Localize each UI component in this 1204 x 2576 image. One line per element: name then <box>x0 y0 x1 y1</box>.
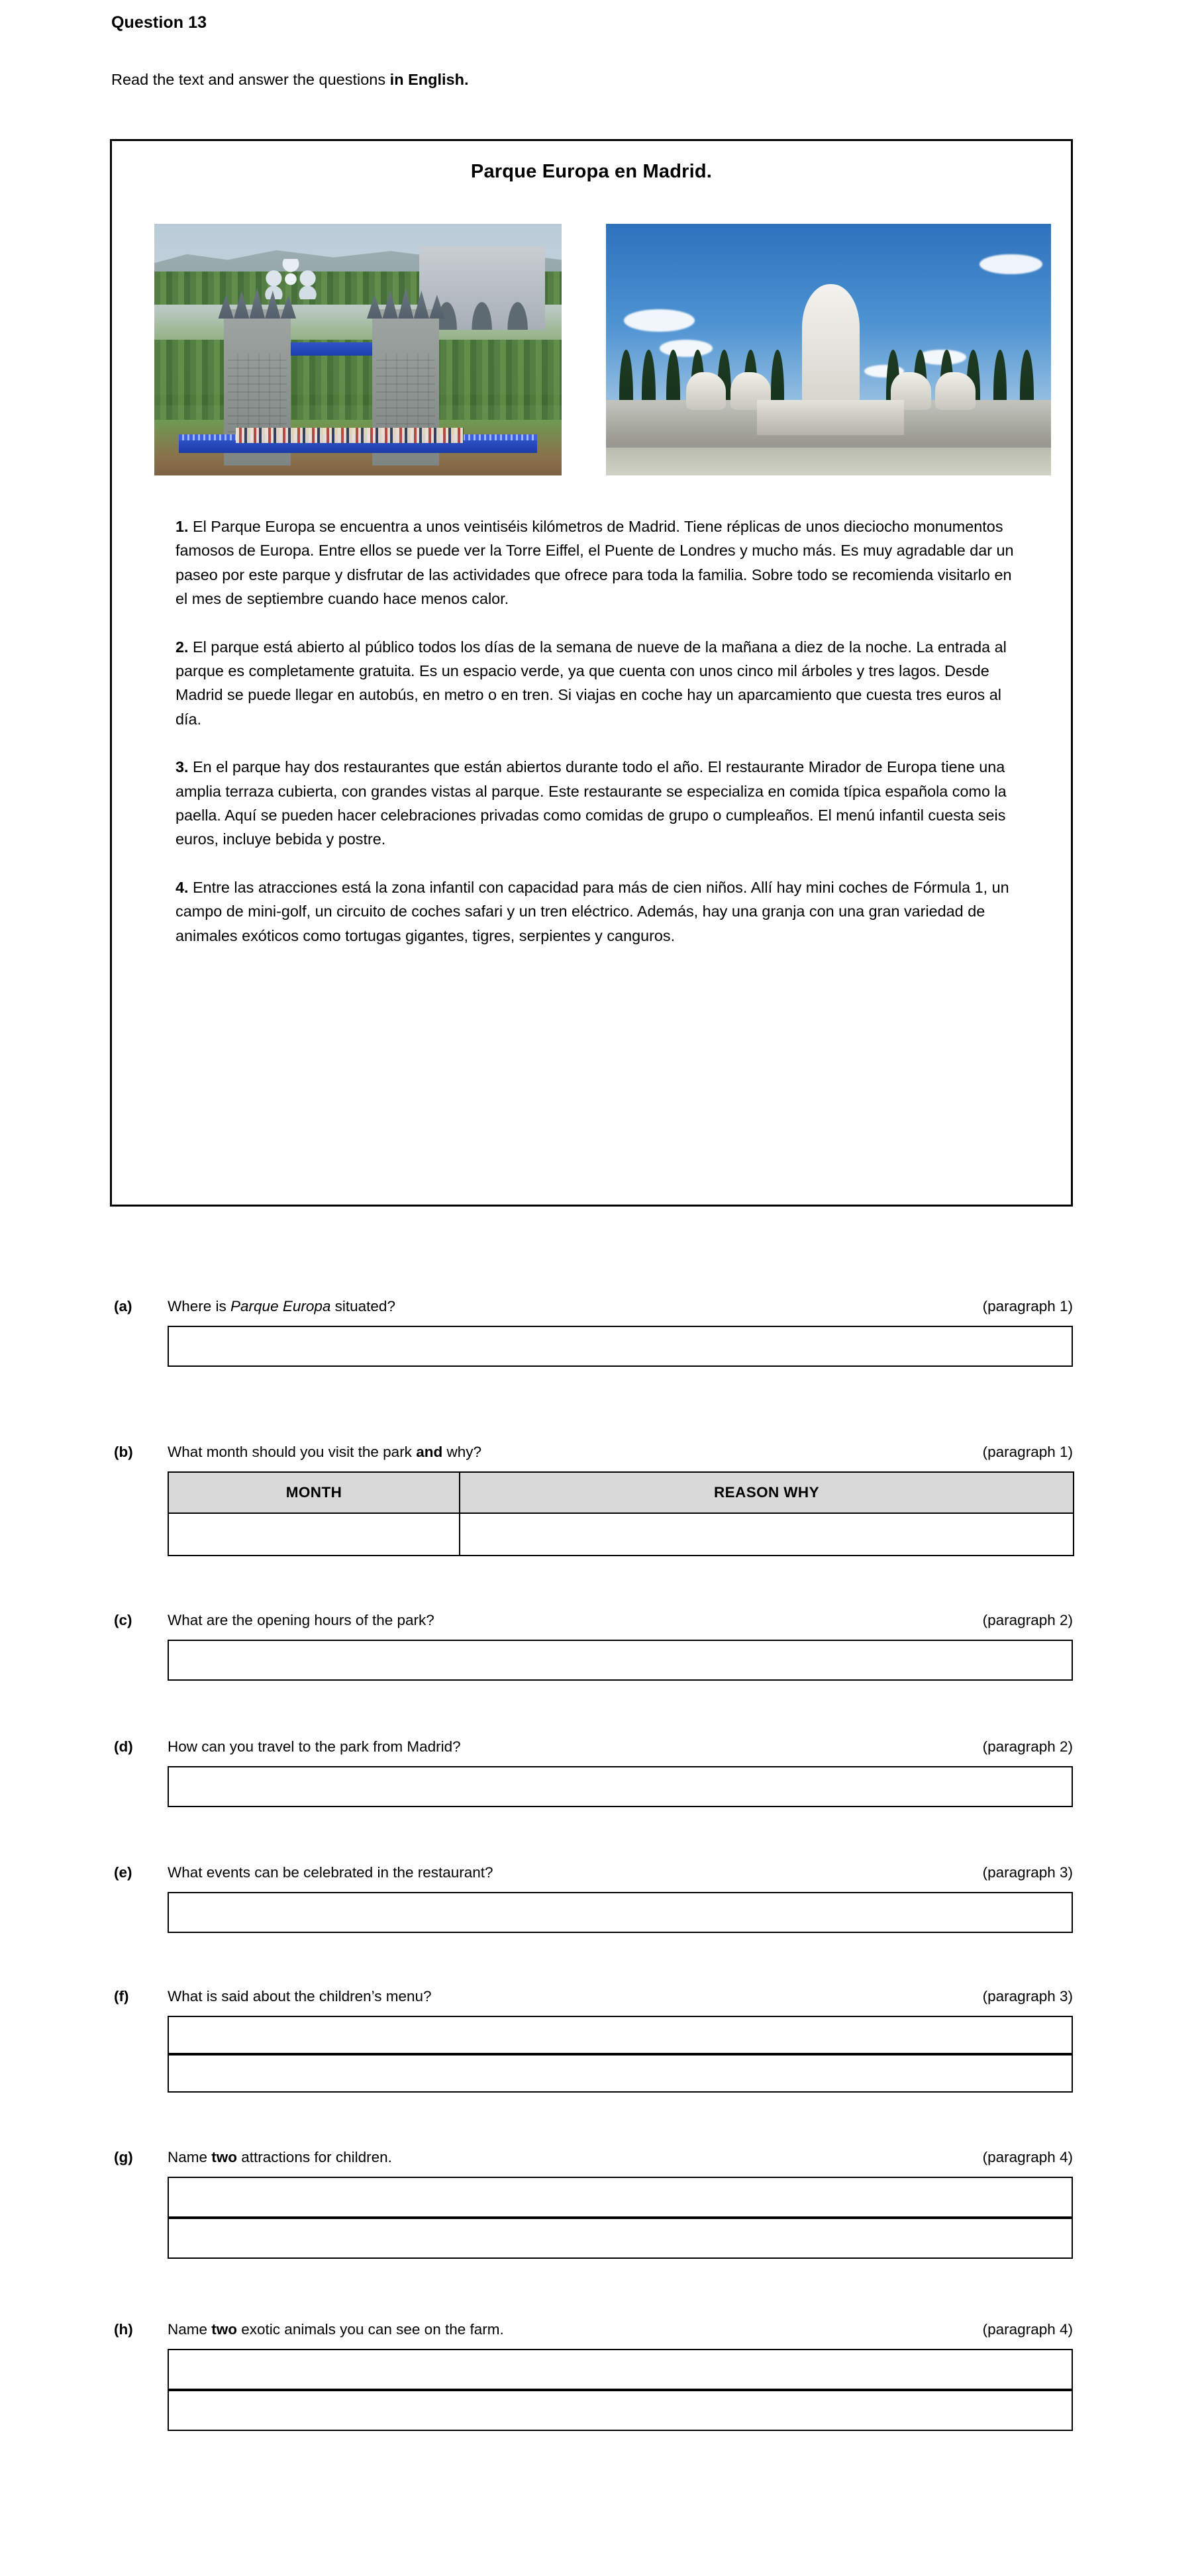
table-header-row <box>168 1472 1074 1513</box>
reading-paragraphs <box>176 515 1015 948</box>
question-g-reference: (paragraph 4) <box>982 2149 1073 2165</box>
question-g-text-after: attractions for children. <box>237 2149 392 2165</box>
question-f-text: What is said about the children’s menu? <box>168 1988 432 2005</box>
table-header-month: MONTH <box>168 1472 460 1513</box>
answer-box-c[interactable] <box>168 1640 1073 1681</box>
question-d-text: How can you travel to the park from Madrid? <box>168 1738 461 1755</box>
answer-box-h-line-1[interactable] <box>168 2349 1073 2390</box>
paragraph-3-number: 3. <box>176 758 189 776</box>
question-h-label: (h) <box>114 2321 133 2338</box>
question-d-label: (d) <box>114 1738 133 1755</box>
question-a-label: (a) <box>114 1298 132 1314</box>
paragraph-4 <box>176 875 1015 948</box>
instruction-bold: in English. <box>389 71 469 88</box>
answer-cell-reason-why[interactable] <box>460 1513 1074 1556</box>
question-h-text-after: exotic animals you can see on the farm. <box>237 2321 504 2338</box>
question-h-text <box>168 2321 504 2338</box>
table-header-reason-why: REASON WHY <box>460 1472 1074 1513</box>
paragraph-1-body: El Parque Europa se encuentra a unos veintiséis kilómetros de Madrid. Tiene réplicas de unos dieciocho monumentos famosos de Europa. Entre ellos se puede ver la Torre Eiffel, el Puente de Londres y mucho más. Es muy agradable dar un paseo por este parque y disfrutar de las actividades que ofrece para toda la familia. Sobre todo se recomienda visitarlo en el mes de septiembre cuando hace menos calor. <box>176 518 1014 608</box>
question-a-text <box>168 1298 395 1315</box>
answer-box-g-line-1[interactable] <box>168 2177 1073 2218</box>
question-g-text-before: Name <box>168 2149 212 2165</box>
paragraph-4-body: Entre las atracciones está la zona infantil con capacidad para más de cien niños. Allí hay mini coches de Fórmula 1, un campo de mini-golf, un circuito de coches safari y un tren eléctrico. Además, hay una granja con una gran variedad de animales exóticos como tortugas gigantes, tigres, serpientes y canguros. <box>176 878 1009 944</box>
paragraph-1-number: 1. <box>176 518 189 535</box>
question-b-text-after: why? <box>442 1444 481 1460</box>
instruction-plain: Read the text and answer the questions <box>111 71 390 88</box>
reading-text-title: Parque Europa en Madrid. <box>470 161 713 182</box>
question-e-label: (e) <box>114 1864 132 1881</box>
paragraph-2-body: El parque está abierto al público todos los días de la semana de nueve de la mañana a diez de la noche. La entrada al parque es completamente gratuita. Es un espacio verde, ya que cuenta con unos cinco mil árboles y tres lagos. Desde Madrid se puede llegar en autobús, en metro o en tren. Si viajas en coche hay un aparcamiento que cuesta tres euros al día. <box>176 638 1007 728</box>
paragraph-2-number: 2. <box>176 638 189 656</box>
question-g-text-bold: two <box>211 2149 238 2165</box>
answer-box-g-line-2[interactable] <box>168 2218 1073 2259</box>
question-h-reference: (paragraph 4) <box>982 2321 1073 2338</box>
images-row <box>112 224 1071 479</box>
answer-box-h-line-2[interactable] <box>168 2390 1073 2431</box>
answer-box-f-line-2[interactable] <box>168 2054 1073 2093</box>
instruction-line <box>111 71 468 89</box>
question-g-text <box>168 2149 392 2166</box>
question-h-text-before: Name <box>168 2321 212 2338</box>
question-e-reference: (paragraph 3) <box>982 1864 1073 1881</box>
page-title: Question 13 <box>111 13 207 32</box>
question-d-reference: (paragraph 2) <box>982 1738 1073 1755</box>
reading-text-box <box>110 139 1073 1207</box>
answer-box-a[interactable] <box>168 1326 1073 1367</box>
question-e-text: What events can be celebrated in the restaurant? <box>168 1864 493 1881</box>
question-b-text-before: What month should you visit the park <box>168 1444 417 1460</box>
trevi-fountain-replica-photo <box>606 224 1051 475</box>
answer-box-f-line-1[interactable] <box>168 2016 1073 2054</box>
question-b-reference: (paragraph 1) <box>982 1444 1073 1460</box>
question-a-text-before: Where is <box>168 1298 231 1314</box>
question-c-label: (c) <box>114 1612 132 1628</box>
paragraph-1 <box>176 515 1015 611</box>
question-a-text-after: situated? <box>330 1298 395 1314</box>
answer-cell-month[interactable] <box>168 1513 460 1556</box>
answer-box-d[interactable] <box>168 1766 1073 1807</box>
paragraph-3 <box>176 755 1015 852</box>
question-a-text-italic: Parque Europa <box>230 1298 331 1314</box>
question-b-text <box>168 1444 481 1461</box>
question-c-reference: (paragraph 2) <box>982 1612 1073 1628</box>
question-f-label: (f) <box>114 1988 129 2005</box>
paragraph-4-number: 4. <box>176 878 189 896</box>
tower-bridge-replica-photo <box>154 224 562 475</box>
question-f-reference: (paragraph 3) <box>982 1988 1073 2005</box>
paragraph-2 <box>176 635 1015 732</box>
question-b-text-bold: and <box>416 1444 443 1460</box>
table-row <box>168 1513 1074 1556</box>
question-b-label: (b) <box>114 1444 133 1460</box>
answer-box-e[interactable] <box>168 1892 1073 1933</box>
question-h-text-bold: two <box>211 2321 238 2338</box>
question-c-text: What are the opening hours of the park? <box>168 1612 434 1628</box>
paragraph-3-body: En el parque hay dos restaurantes que están abiertos durante todo el año. El restaurante Mirador de Europa tiene una amplia terraza cubierta, con grandes vistas al parque. Este restaurante se especializa en comida típica española como la paella. Aquí se pueden hacer celebraciones privadas como comidas de grupo o cumpleaños. El menú infantil cuesta seis euros, incluye bebida y postre. <box>176 758 1007 848</box>
question-g-label: (g) <box>114 2149 133 2165</box>
month-reason-table <box>168 1471 1074 1556</box>
question-a-reference: (paragraph 1) <box>982 1298 1073 1314</box>
